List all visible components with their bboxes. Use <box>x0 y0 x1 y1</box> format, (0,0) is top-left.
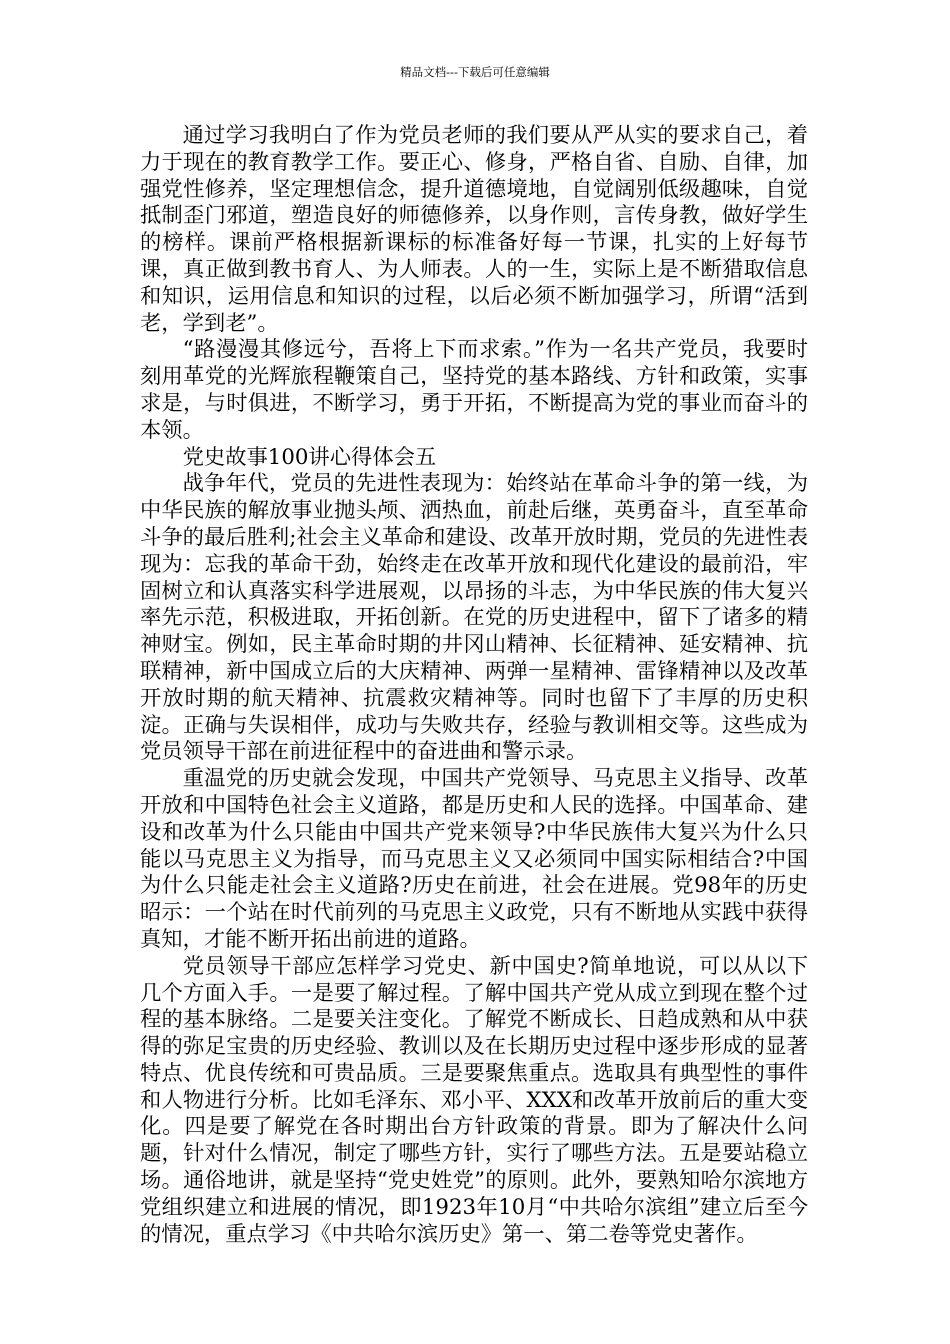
page-header: 精品文档---下载后可任意编辑 <box>400 65 550 79</box>
document-body <box>140 123 808 1248</box>
section-title: 党史故事100讲心得体会五 <box>182 444 437 470</box>
paragraph: “路漫漫其修远兮，吾将上下而求索。”作为一名共产党员，我要时刻用革党的光辉旅程鞭策自己，坚持党的基本路线、方针和政策，实事求是，与时俱进，不断学习，勇于开拓，不断提高为党的事业而奋斗的本领。 <box>140 337 808 443</box>
paragraph: 重温党的历史就会发现，中国共产党领导、马克思主义指导、改革开放和中国特色社会主义道路，都是历史和人民的选择。中国革命、建设和改革为什么只能由中国共产党来领导?中华民族伟大复兴为什么只能以马克思主义为指导，而马克思主义又必须同中国实际相结合?中国为什么只能走社会主义道路?历史在前进，社会在进展。党98年的历史昭示：一个站在时代前列的马克思主义政党，只有不断地从实践中获得真知，才能不断开拓出前进的道路。 <box>140 766 808 952</box>
paragraph: 战争年代，党员的先进性表现为：始终站在革命斗争的第一线，为中华民族的解放事业抛头颅、洒热血，前赴后继，英勇奋斗，直至革命斗争的最后胜利;社会主义革命和建设、改革开放时期，党员的先进性表现为：忘我的革命干劲，始终走在改革开放和现代化建设的最前沿，牢固树立和认真落实科学进展观，以昂扬的斗志，为中华民族的伟大复兴率先示范，积极进取，开拓创新。在党的历史进程中，留下了诸多的精神财宝。例如，民主革命时期的井冈山精神、长征精神、延安精神、抗联精神，新中国成立后的大庆精神、两弹一星精神、雷锋精神以及改革开放时期的航天精神、抗震救灾精神等。同时也留下了丰厚的历史积淀。正确与失误相伴，成功与失败共存，经验与教训相交等。这些成为党员领导干部在前进征程中的奋进曲和警示录。 <box>140 471 808 765</box>
paragraph: 通过学习我明白了作为党员老师的我们要从严从实的要求自己，着力于现在的教育教学工作。要正心、修身，严格自省、自励、自律，加强党性修养，坚定理想信念，提升道德境地，自觉阔别低级趣味，自觉抵制歪门邪道，塑造良好的师德修养，以身作则，言传身教，做好学生的榜样。课前严格根据新课标的标准备好每一节课，扎实的上好每节课，真正做到教书育人、为人师表。人的一生，实际上是不断猎取信息和知识，运用信息和知识的过程，以后必须不断加强学习，所谓“活到老，学到老”。 <box>140 123 808 336</box>
paragraph: 党员领导干部应怎样学习党史、新中国史?简单地说，可以从以下几个方面入手。一是要了解过程。了解中国共产党从成立到现在整个过程的基本脉络。二是要关注变化。了解党不断成长、日趋成熟和从中获得的弥足宝贵的历史经验、教训以及在长期历史过程中逐步形成的显著特点、优良传统和可贵品质。三是要聚焦重点。选取具有典型性的事件和人物进行分析。比如毛泽东、邓小平、XXX和改革开放前后的重大变化。四是要了解党在各时期出台方针政策的背景。即为了解决什么问题，针对什么情况，制定了哪些方针，实行了哪些方法。五是要站稳立场。通俗地讲，就是坚持“党史姓党”的原则。此外，要熟知哈尔滨地方党组织建立和进展的情况，即1923年10月“中共哈尔滨组”建立后至今的情况，重点学习《中共哈尔滨历史》第一、第二卷等党史著作。 <box>140 953 808 1247</box>
